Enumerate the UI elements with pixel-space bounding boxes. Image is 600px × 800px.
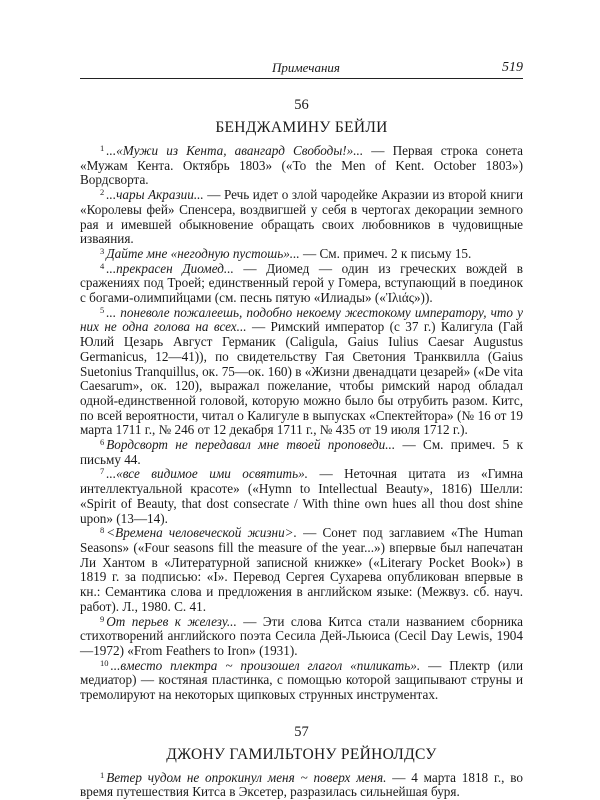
footnote [80, 306, 523, 438]
note-number: 7 [100, 466, 105, 477]
notes-body [80, 96, 523, 800]
note-lemma: ... поневоле пожалеешь, подобно некоему жестокому императору, что у них не одна голова на всех... [80, 304, 523, 335]
note-lemma: <Времена человеческой жизни>. [106, 525, 297, 541]
footnote [80, 438, 523, 467]
footnote [80, 247, 523, 262]
note-lemma: ...чары Акразии... [106, 187, 204, 203]
book-page [80, 58, 523, 800]
note-number: 1 [100, 769, 105, 780]
footnote [80, 771, 523, 800]
note-number: 10 [100, 657, 109, 668]
note-number: 2 [100, 187, 105, 198]
note-number: 1 [100, 143, 105, 153]
letter-number: 57 [294, 723, 309, 740]
note-number: 5 [100, 304, 105, 315]
note-text: — См. примеч. 2 к письму 15. [299, 245, 472, 261]
note-lemma: ...«Мужи из Кента, авангард Свободы!»... [106, 143, 364, 158]
letter-section [80, 96, 523, 703]
note-text: — Первая строка сонета «Мужам Кента. Октябрь 1803» («To the Men of Kent. October 1803») Вордсворта. [80, 143, 524, 188]
note-lemma: Ветер чудом не опрокинул меня ~ поверх меня. [106, 769, 387, 785]
note-number: 3 [100, 245, 105, 256]
note-text: — Речь идет о злой чародейке Акразии из второй книги «Королевы фей» Спенсера, воздвигшей у себя в чертогах декорации земного рая и имевшей обыкновение обращать своих любовников в чудовищные изваяния. [80, 187, 523, 247]
footnote [80, 188, 523, 247]
running-title: Примечания [272, 60, 340, 75]
note-number: 4 [100, 260, 105, 271]
letter-title: ДЖОНУ ГАМИЛЬТОНУ РЕЙНОЛДСУ [166, 745, 437, 763]
footnote [80, 615, 523, 659]
footnote [80, 659, 523, 703]
page-number: 519 [502, 60, 523, 75]
note-text: — См. примеч. 5 к письму 44. [80, 437, 524, 467]
note-text: — Сонет под заглавием «The Human Seasons» («Four seasons fill the measure of the year...») впервые был напечатан Ли Хантом в «Литературной записной книжке» («Literary Pocket Book») в 1819 г. за подписью: «I». Перевод Сергея Сухарева опубликован впервые в кн.: Семантика слова и предложения в английском языке: (Межвуз. сб. науч. работ). Л., 1980. С. 41. [80, 525, 524, 614]
note-text: — Римский император (с 37 г.) Калигула (Гай Юлий Цезарь Август Германик (Caligula, Gaius Iulius Caesar Augustus Germanicus, 12—41)), по свидетельству Гая Светония Транквилла (Gaius Suetonius Tranquillus, ок. 75—ок. 160) в «Жизни двенадцати цезарей» («De vita Caesarum», ок. 120), выражал пожелание, чтобы римский народ обладал одной-единственной головой, которую можно было бы отрубить разом. Китс, по всей вероятности, читал о Калигуле в выпусках «Спектейтора» (№ 16 от 19 марта 1711 г., № 246 от 12 декабря 1711 г., № 435 от 19 июля 1712 г.). [80, 319, 523, 438]
note-number: 9 [100, 613, 105, 624]
letter-section [80, 723, 523, 800]
footnote [80, 262, 523, 306]
footnote [80, 526, 523, 614]
letter-number: 56 [294, 97, 309, 113]
note-lemma: ...«все видимое ими освятить». [106, 466, 308, 482]
footnote [80, 144, 523, 188]
note-number: 8 [100, 525, 105, 536]
note-lemma: От перьев к железу... [106, 613, 237, 629]
letter-title: БЕНДЖАМИНУ БЕЙЛИ [215, 119, 388, 136]
note-text: — Неточная цитата из «Гимна интеллектуальной красоте» («Hymn to Intellectual Beauty», 1816) Шелли: «Spirit of Beauty, that dost consecrate / With thine own hues all thou dost shine upon» (13—14). [80, 466, 523, 526]
note-lemma: Дайте мне «негодную пустошь»... [106, 245, 300, 261]
note-text: — Диомед — один из греческих вождей в сражениях под Троей; единственный герой у Гомера, вступающий в поединок с богами-олимпийцами (см. песнь пятую «Илиады» («Ἰλιάς»)). [80, 260, 523, 306]
note-text: — Эти слова Китса стали названием сборника стихотворений английского поэта Сесила Дей-Льюиса (Cecil Day Lewis, 1904—1972) «From Feathers to Iron» (1931). [80, 613, 523, 658]
footnote [80, 467, 523, 526]
note-lemma: Вордсворт не передавал мне твоей проповеди... [106, 437, 396, 453]
running-header [80, 58, 523, 79]
note-lemma: ...вместо плектра ~ произошел глагол «пиликать». [110, 657, 421, 673]
note-number: 6 [100, 437, 105, 448]
note-text: — Плектр (или медиатор) — костяная пластинка, с помощью которой защипывают струны и тремолируют на некоторых щипковых струнных инструментах. [80, 657, 524, 703]
note-text: — 4 марта 1818 г., во время путешествия Китса в Эксетер, разразилась сильнейшая буря. [80, 769, 523, 800]
note-lemma: ...прекрасен Диомед... [106, 260, 234, 276]
